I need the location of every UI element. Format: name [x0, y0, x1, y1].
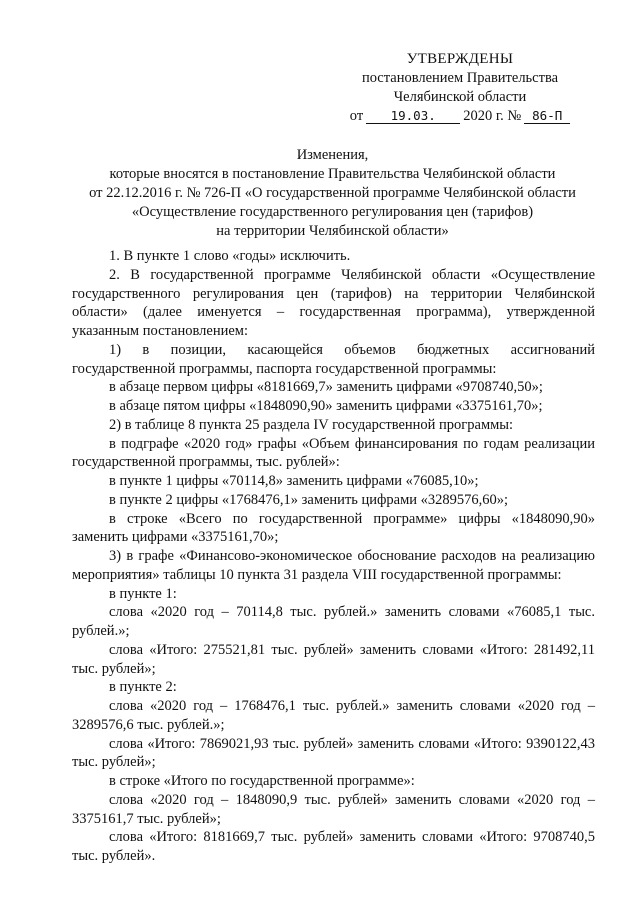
document-body [72, 247, 595, 866]
paragraph-20: слова «Итого: 8181669,7 тыс. рублей» заменить словами «Итого: 9708740,5 тыс. рублей». [72, 829, 595, 864]
paragraph-4: в абзаце первом цифры «8181669,7» заменить цифрами «9708740,50»; [109, 379, 543, 396]
title-line-5: на территории Челябинской области» [216, 223, 449, 239]
from-label: от [349, 108, 364, 124]
paragraph-2: 2. В государственной программе Челябинской области «Осуществление государственного регулирования цен (тарифов) на территории Челябинской области» (далее именуется – государственная программа), утвержденной указанным постановлением: [72, 266, 595, 339]
paragraph-8: в пункте 1 цифры «70114,8» заменить цифрами «76085,10»; [109, 473, 479, 489]
paragraph-6: 2) в таблице 8 пункта 25 раздела IV государственной программы: [109, 416, 514, 433]
title-line-4: «Осуществление государственного регулирования цен (тарифов) [131, 204, 534, 220]
paragraph-11: 3) в графе «Финансово-экономическое обоснование расходов на реализацию мероприятия» таблицы 10 пункта 31 раздела VIII государственной программы: [72, 548, 595, 583]
paragraph-9: в пункте 2 цифры «1768476,1» заменить цифрами «3289576,60»; [109, 491, 509, 508]
paragraph-10: в строке «Всего по государственной программе» цифры «1848090,90» заменить цифрами «3375161,70»; [72, 510, 595, 546]
paragraph-14: слова «Итого: 275521,81 тыс. рублей» заменить словами «Итого: 281492,11 тыс. рублей»; [72, 641, 595, 677]
paragraph-5: в абзаце пятом цифры «1848090,90» заменить цифрами «3375161,70»; [109, 398, 543, 414]
paragraph-19: слова «2020 год – 1848090,9 тыс. рублей» заменить словами «2020 год – 3375161,7 тыс. рублей»; [72, 791, 595, 827]
approval-date: 19.03. [366, 108, 460, 124]
approval-heading: УТВЕРЖДЕНЫ [406, 51, 514, 67]
title-line-3: от 22.12.2016 г. № 726-П «О государственной программе Челябинской области [89, 185, 576, 201]
title-line-1: Изменения, [296, 147, 369, 163]
document-title [60, 146, 605, 241]
approval-line-2: Челябинской области [393, 89, 527, 105]
approval-number: 86-П [524, 108, 570, 124]
paragraph-18: в строке «Итого по государственной программе»: [109, 773, 415, 789]
paragraph-3: 1) в позиции, касающейся объемов бюджетных ассигнований государственной программы, паспорта государственной программы: [72, 341, 595, 377]
approval-line-1: постановлением Правительства [361, 70, 559, 86]
approval-date-number-line [340, 107, 580, 126]
title-line-2: которые вносятся в постановление Правительства Челябинской области [109, 166, 556, 182]
paragraph-15: в пункте 2: [109, 679, 177, 696]
paragraph-17: слова «Итого: 7869021,93 тыс. рублей» заменить словами «Итого: 9390122,43 тыс. рублей»; [72, 735, 595, 771]
paragraph-12: в пункте 1: [109, 585, 177, 602]
paragraph-1: 1. В пункте 1 слово «годы» исключить. [109, 248, 351, 264]
paragraph-13: слова «2020 год – 70114,8 тыс. рублей.» заменить словами «76085,1 тыс. рублей.»; [72, 604, 595, 639]
year-label: 2020 г. № [463, 108, 522, 124]
paragraph-7: в подграфе «2020 год» графы «Объем финансирования по годам реализации государственной программы, тыс. рублей»: [72, 435, 595, 471]
approval-block [340, 50, 580, 126]
paragraph-16: слова «2020 год – 1768476,1 тыс. рублей.» заменить словами «2020 год – 3289576,6 тыс. рублей.»; [72, 698, 595, 733]
